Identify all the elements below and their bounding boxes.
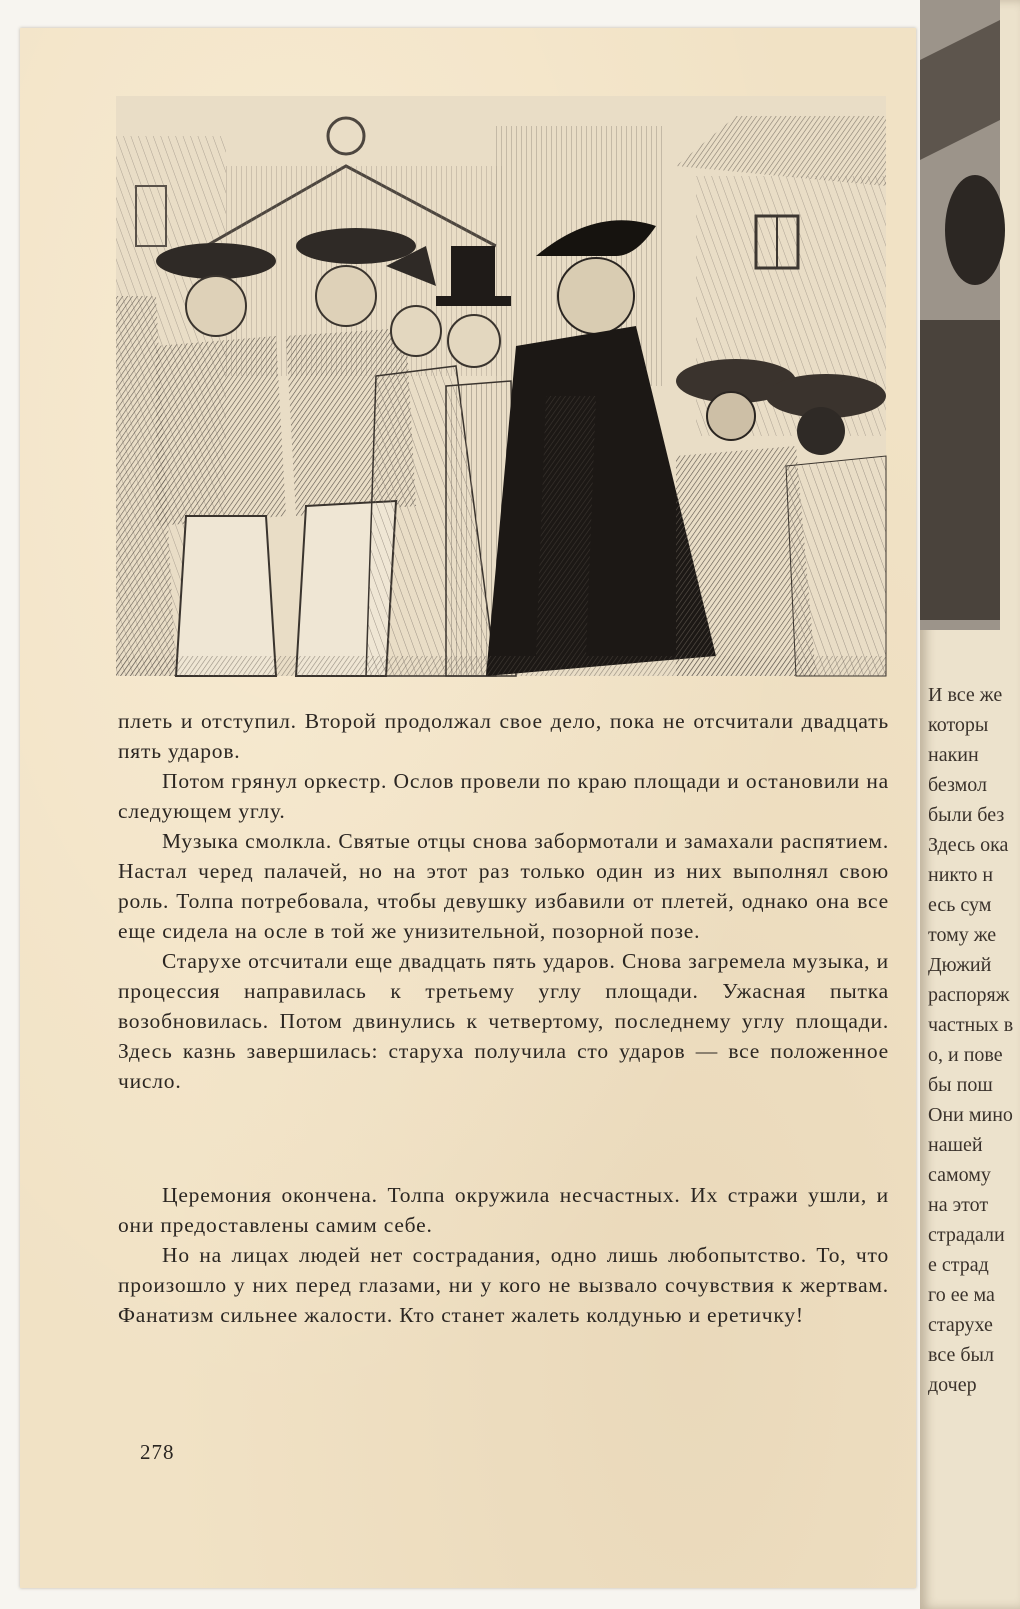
section-break (118, 1096, 889, 1180)
adjacent-text-line: которы (928, 714, 989, 736)
adjacent-text-line: есь сум (928, 894, 992, 916)
adjacent-text-line: были без (928, 804, 1005, 826)
adjacent-text-line: го ее ма (928, 1284, 995, 1306)
paragraph: Но на лицах людей нет сострадания, одно лишь любопытство. То, что произошло у них перед глазами, ни у кого не вызвало сочувствия к жертвам. Фанатизм сильнее жалости. Кто станет жалеть колдунью и еретичку! (118, 1243, 889, 1327)
paragraph: Церемония окончена. Толпа окружила несчастных. Их стражи ушли, и они предоставлены самим себе. (118, 1183, 889, 1237)
adjacent-text-line: И все же (928, 684, 1003, 706)
book-page (20, 28, 916, 1588)
adjacent-text-line: старухе (928, 1314, 993, 1336)
adjacent-text-line: Дюжий (928, 954, 992, 976)
adjacent-page-text (928, 680, 1013, 1400)
adjacent-text-line: о, и пове (928, 1044, 1003, 1066)
adjacent-text-line: распоряж (928, 984, 1010, 1006)
adjacent-text-line: накин (928, 744, 979, 766)
adjacent-text-line: е страд (928, 1254, 989, 1276)
adjacent-text-line: безмол (928, 774, 988, 796)
paragraph: Музыка смолкла. Святые отцы снова забормотали и замахали распятием. Настал черед палачей, но на этот раз только один из них выполнял свою роль. Толпа потребовала, чтобы девушку избавили от плетей, однако она все еще сидела на осле в той же унизительной, позорной позе. (118, 829, 889, 943)
adjacent-text-line: бы пош (928, 1074, 993, 1096)
adjacent-text-line: частных в (928, 1014, 1014, 1036)
adjacent-text-line: никто н (928, 864, 994, 886)
paragraphs-bottom (118, 1180, 889, 1330)
adjacent-text-line: страдали (928, 1224, 1005, 1246)
paragraph: Потом грянул оркестр. Ослов провели по краю площади и остановили на следующем углу. (118, 769, 889, 823)
adjacent-text-line: самому (928, 1164, 991, 1186)
adjacent-page-edge (920, 0, 1020, 1609)
adjacent-illustration (920, 0, 1000, 630)
paragraph: Старухе отсчитали еще двадцать пять ударов. Снова загремела музыка, и процессия направилась к третьему углу площади. Ужасная пытка возобновилась. Потом двинулись к четвертому, последнему углу площади. Здесь казнь завершилась: старуха получила сто ударов — все положенное число. (118, 949, 889, 1093)
adjacent-text-line: дочер (928, 1374, 977, 1396)
page-number: 278 (140, 1440, 175, 1464)
adjacent-text-line: все был (928, 1344, 994, 1366)
crowd-illustration (116, 96, 886, 676)
adjacent-text-line: тому же (928, 924, 997, 946)
body-text (118, 706, 889, 1330)
adjacent-text-line: нашей (928, 1134, 983, 1156)
paragraph: плеть и отступил. Второй продолжал свое дело, пока не отсчитали двадцать пять ударов. (118, 709, 889, 763)
paragraphs-top (118, 706, 889, 1096)
adjacent-text-line: на этот (928, 1194, 989, 1216)
adjacent-text-line: Они мино (928, 1104, 1013, 1126)
engraving-image (116, 96, 886, 676)
adjacent-text-line: Здесь ока (928, 834, 1009, 856)
